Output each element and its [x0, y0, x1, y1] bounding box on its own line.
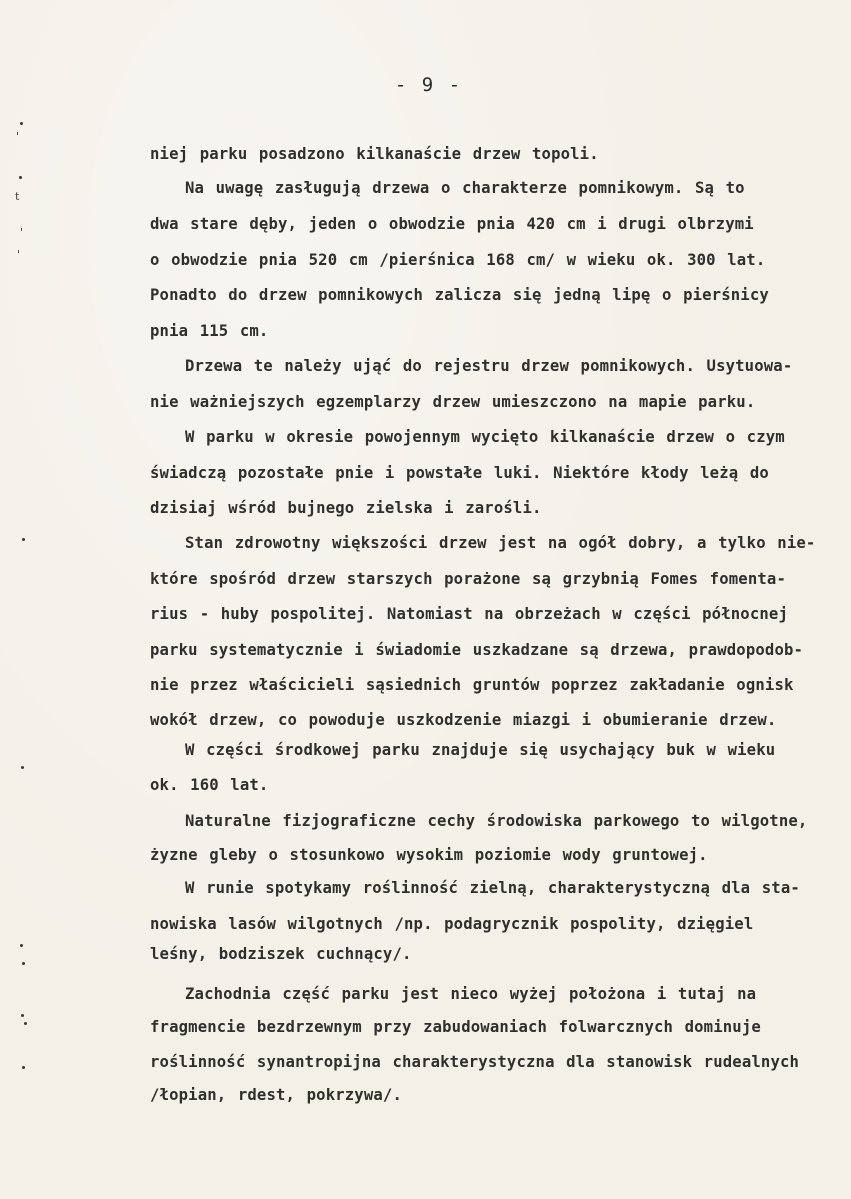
text-line: świadczą pozostałe pnie i powstałe luki. Niektóre kłody leżą do	[150, 464, 769, 482]
text-line: Ponadto do drzew pomnikowych zalicza się jedną lipę o pierśnicy	[150, 286, 769, 304]
text-line: Stan zdrowotny większości drzew jest na ogół dobry, a tylko nie-	[185, 534, 816, 552]
margin-dot	[20, 944, 23, 947]
text-line: Na uwagę zasługują drzewa o charakterze pomnikowym. Są to	[185, 179, 745, 197]
text-line: żyzne gleby o stosunkowo wysokim poziomie wody gruntowej.	[150, 846, 708, 864]
text-line: /łopian, rdest, pokrzywa/.	[150, 1086, 402, 1104]
margin-tick: '	[20, 226, 24, 239]
text-line: parku systematycznie i świadomie uszkadzane są drzewa, prawdopodob-	[150, 641, 804, 659]
text-line: W runie spotykamy roślinność zielną, charakterystyczną dla sta-	[185, 879, 800, 897]
text-line: rius - huby pospolitej. Natomiast na obrzeżach w części północnej	[150, 605, 788, 623]
text-line: Naturalne fizjograficzne cechy środowiska parkowego to wilgotne,	[185, 812, 808, 830]
margin-dot	[21, 1014, 24, 1017]
text-line: dzisiaj wśród bujnego zielska i zarośli.	[150, 499, 542, 517]
text-line: niej parku posadzono kilkanaście drzew topoli.	[150, 145, 599, 163]
text-line: W parku w okresie powojennym wycięto kilkanaście drzew o czym	[185, 428, 785, 446]
margin-dot	[22, 962, 25, 965]
margin-dot	[21, 766, 24, 769]
text-line: o obwodzie pnia 520 cm /pierśnica 168 cm/ w wieku ok. 300 lat.	[150, 251, 766, 269]
text-line: fragmencie bezdrzewnym przy zabudowaniach folwarcznych dominuje	[150, 1018, 761, 1036]
text-line: W części środkowej parku znajduje się usychający buk w wieku	[185, 741, 776, 759]
text-line: dwa stare dęby, jeden o obwodzie pnia 420 cm i drugi olbrzymi	[150, 215, 754, 233]
text-line: pnia 115 cm.	[150, 322, 269, 340]
margin-dot	[19, 176, 22, 179]
page-number: - 9 -	[394, 74, 463, 96]
margin-dot	[22, 1066, 25, 1069]
text-line: nie ważniejszych egzemplarzy drzew umieszczono na mapie parku.	[150, 393, 756, 411]
margin-tick: '	[16, 130, 20, 143]
text-line: wokół drzew, co powoduje uszkodzenie miazgi i obumieranie drzew.	[150, 711, 777, 729]
margin-dot	[22, 538, 25, 541]
text-line: leśny, bodziszek cuchnący/.	[150, 945, 412, 963]
margin-dot	[20, 122, 23, 125]
margin-tick: t	[15, 190, 20, 203]
text-line: które spośród drzew starszych porażone są grzybnią Fomes fomenta-	[150, 570, 786, 588]
text-line: nowiska lasów wilgotnych /np. podagrycznik pospolity, dzięgiel	[150, 915, 754, 933]
margin-tick: '	[17, 248, 21, 261]
text-line: roślinność synantropijna charakterystyczna dla stanowisk rudealnych	[150, 1053, 800, 1071]
margin-dot	[24, 1022, 27, 1025]
text-line: Zachodnia część parku jest nieco wyżej położona i tutaj na	[185, 985, 757, 1003]
text-line: Drzewa te należy ująć do rejestru drzew pomnikowych. Usytuowa-	[185, 357, 793, 375]
text-line: ok. 160 lat.	[150, 776, 269, 794]
text-line: nie przez właścicieli sąsiednich gruntów poprzez zakładanie ognisk	[150, 676, 794, 694]
